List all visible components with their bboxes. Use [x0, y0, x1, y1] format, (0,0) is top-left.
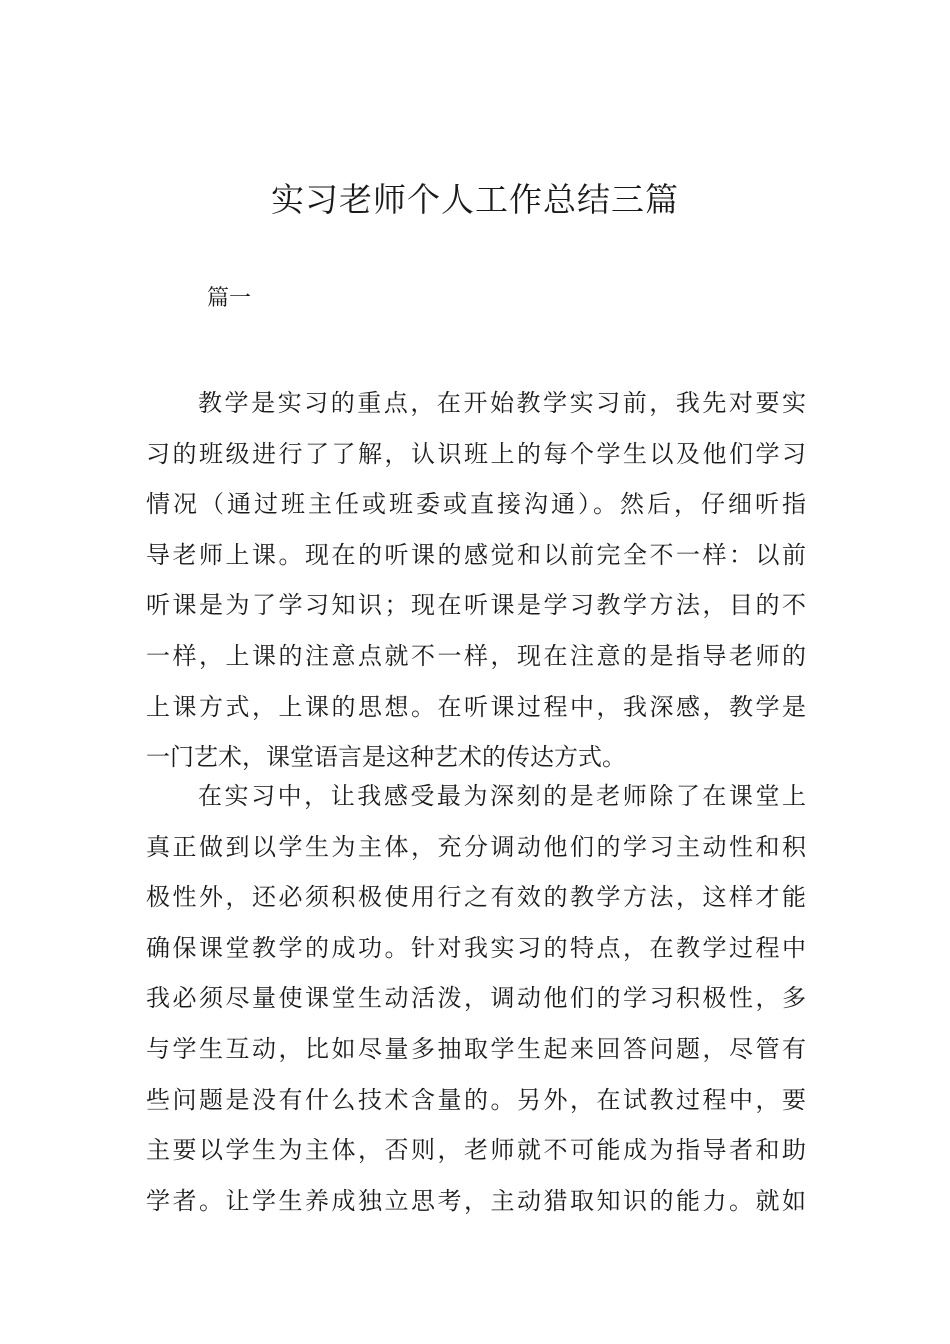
- paragraph-2: [146, 771, 806, 1226]
- document-title: 实习老师个人工作总结三篇: [271, 180, 679, 219]
- paragraph-line: 些问题是没有什么技术含量的。另外，在试教过程中，要: [146, 1085, 806, 1114]
- section-heading: 篇一: [207, 286, 252, 311]
- paragraph-line: 听课是为了学习知识；现在听课是学习教学方法，目的不: [146, 591, 806, 620]
- paragraph-line: 一门艺术，课堂语言是这种艺术的传达方式。: [146, 743, 626, 772]
- paragraph-line: 在实习中，让我感受最为深刻的是老师除了在课堂上: [198, 782, 806, 810]
- paragraph-line: 一样，上课的注意点就不一样，现在注意的是指导老师的: [146, 641, 806, 670]
- paragraph-line: 上课方式，上课的思想。在听课过程中，我深感，教学是: [146, 692, 806, 721]
- paragraph-1: [146, 378, 806, 783]
- paragraph-line: 学者。让学生养成独立思考，主动猎取知识的能力。就如: [146, 1186, 806, 1215]
- paragraph-line: 我必须尽量使课堂生动活泼，调动他们的学习积极性，多: [146, 984, 806, 1013]
- paragraph-line: 极性外，还必须积极使用行之有效的教学方法，这样才能: [146, 883, 806, 912]
- paragraph-line: 确保课堂教学的成功。针对我实习的特点，在教学过程中: [146, 933, 806, 962]
- paragraph-line: 与学生互动，比如尽量多抽取学生起来回答问题，尽管有: [146, 1034, 806, 1063]
- paragraph-line: 习的班级进行了了解，认识班上的每个学生以及他们学习: [146, 439, 806, 468]
- paragraph-line: 真正做到以学生为主体，充分调动他们的学习主动性和积: [146, 832, 806, 861]
- paragraph-line: 导老师上课。现在的听课的感觉和以前完全不一样：以前: [146, 540, 806, 569]
- paragraph-line: 主要以学生为主体，否则，老师就不可能成为指导者和助: [146, 1136, 806, 1165]
- paragraph-line: 情况（通过班主任或班委或直接沟通）。然后，仔细听指: [146, 490, 806, 519]
- paragraph-line: 教学是实习的重点，在开始教学实习前，我先对要实: [198, 389, 806, 417]
